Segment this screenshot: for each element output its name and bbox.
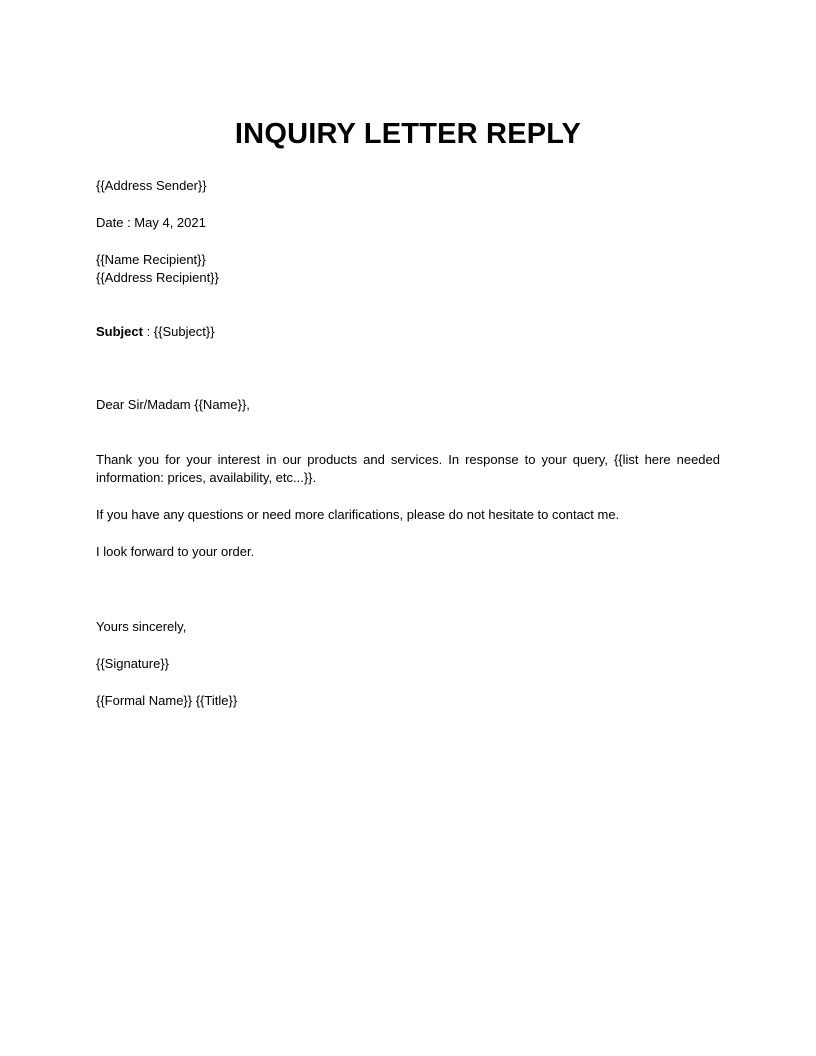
- salutation: Dear Sir/Madam {{Name}},: [96, 397, 250, 412]
- body-paragraph-3: I look forward to your order.: [96, 544, 255, 559]
- body-paragraph-1: Thank you for your interest in our products and services. In response to your query, {{list here needed information: prices, availability, etc...}}.: [96, 452, 720, 485]
- date-value: May 4, 2021: [134, 215, 206, 230]
- document-title: INQUIRY LETTER REPLY: [234, 118, 582, 150]
- formal-name-title: {{Formal Name}} {{Title}}: [96, 693, 238, 708]
- recipient-address: {{Address Recipient}}: [96, 270, 219, 285]
- sender-address: {{Address Sender}}: [96, 178, 207, 193]
- subject-line: [96, 323, 215, 341]
- recipient-name: {{Name Recipient}}: [96, 252, 206, 267]
- date-line: [96, 214, 206, 232]
- subject-value: : {{Subject}}: [142, 324, 215, 339]
- closing: Yours sincerely,: [96, 619, 187, 634]
- subject-label: Subject: [96, 324, 143, 339]
- date-label: Date :: [96, 215, 135, 230]
- body-paragraph-2: If you have any questions or need more clarifications, please do not hesitate to contact me.: [96, 507, 620, 522]
- signature-placeholder: {{Signature}}: [96, 656, 170, 671]
